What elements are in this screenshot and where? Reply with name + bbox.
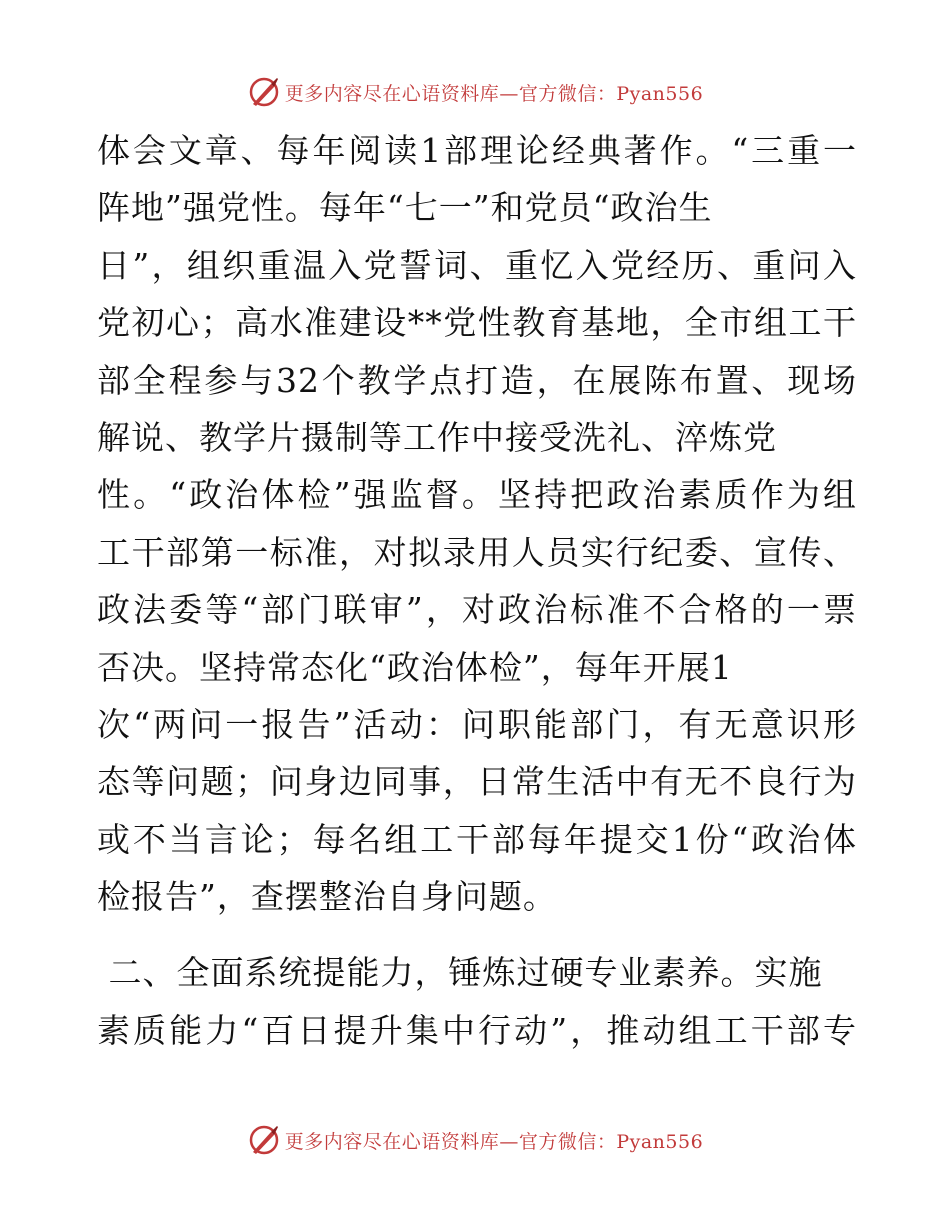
text-line: 态等问题；问身边同事，日常生活中有无不良行为	[97, 762, 857, 802]
text-line: 日”，组织重温入党誓词、重忆入党经历、重问入	[97, 245, 857, 285]
text-line: 阵地”强党性。每年“七一”和党员“政治生	[97, 188, 713, 228]
quill-logo-icon	[247, 1123, 281, 1157]
watermark-text	[285, 79, 703, 106]
watermark-wechat-label: —官方微信：	[499, 82, 617, 105]
watermark-wechat-id: Pyan556	[616, 82, 704, 105]
watermark-wechat-label: —官方微信：	[499, 1130, 617, 1153]
text-line: 党初心；高水准建设**党性教育基地，全市组工干	[97, 303, 857, 343]
text-line: 检报告”，查摆整治自身问题。	[97, 877, 557, 917]
text-line: 体会文章、每年阅读1部理论经典著作。“三重一	[97, 131, 857, 170]
section-heading-line: 二、全面系统提能力，锤炼过硬专业素养。实施	[97, 953, 823, 993]
paragraph-political-check	[97, 122, 857, 925]
watermark-site-name: 更多内容尽在心语资料库	[284, 1130, 500, 1153]
text-line: 素质能力“百日提升集中行动”，推动组工干部专	[97, 1010, 857, 1050]
paragraph-gap	[97, 925, 857, 944]
watermark-site-name: 更多内容尽在心语资料库	[284, 82, 500, 105]
paragraph-section-two	[97, 944, 857, 1059]
document-body	[97, 122, 857, 1059]
watermark-footer	[0, 1120, 950, 1160]
text-line: 否决。坚持常态化“政治体检”，每年开展1	[97, 647, 733, 687]
text-line: 解说、教学片摄制等工作中接受洗礼、淬炼党	[97, 417, 777, 457]
text-line: 或不当言论；每名组工干部每年提交1份“政治体	[97, 819, 857, 859]
watermark-wechat-id: Pyan556	[616, 1130, 704, 1153]
text-line: 次“两问一报告”活动：问职能部门，有无意识形	[97, 704, 857, 744]
watermark-header	[0, 72, 950, 112]
watermark-text	[285, 1127, 703, 1154]
text-line: 工干部第一标准，对拟录用人员实行纪委、宣传、	[97, 532, 857, 572]
quill-logo-icon	[247, 75, 281, 109]
text-line: 政法委等“部门联审”，对政治标准不合格的一票	[97, 590, 857, 630]
text-line: 部全程参与32个教学点打造，在展陈布置、现场	[97, 360, 857, 400]
text-line: 性。“政治体检”强监督。坚持把政治素质作为组	[97, 475, 857, 515]
